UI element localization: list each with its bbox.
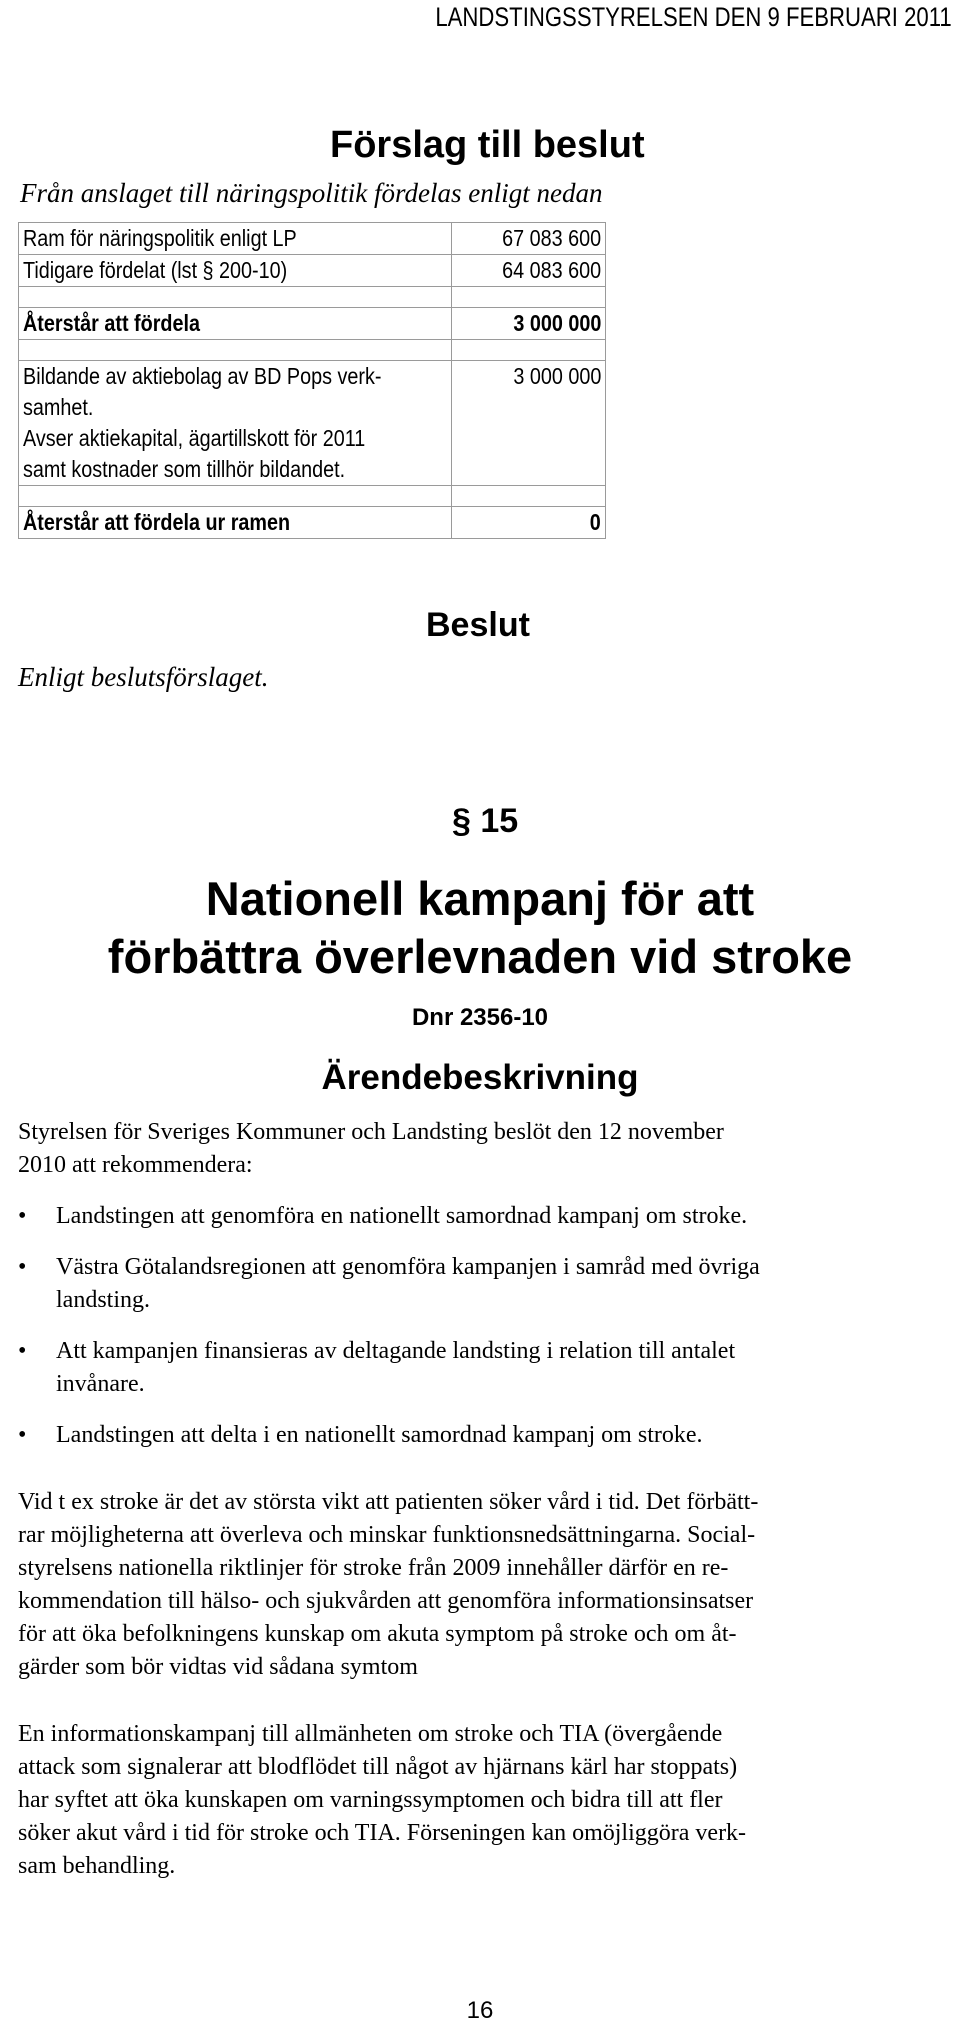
list-item: • Västra Götalandsregionen att genomföra kampanjen i samråd med övriga landsting. bbox=[18, 1251, 918, 1317]
table-row bbox=[19, 507, 606, 539]
table-cell-label: Tidigare fördelat (lst § 200-10) bbox=[23, 257, 288, 283]
table-cell-label: samt kostnader som tillhör bildandet. bbox=[23, 456, 346, 482]
list-item: • Att kampanjen finansieras av deltagande landsting i relation till antalet invånare. bbox=[18, 1335, 918, 1401]
decision-text: Enligt beslutsförslaget. bbox=[18, 662, 269, 692]
paragraph: Styrelsen för Sveriges Kommuner och Landsting beslöt den 12 november 2010 att rekommendera: bbox=[18, 1119, 724, 1178]
proposal-intro: Från anslaget till näringspolitik fördelas enligt nedan bbox=[20, 178, 603, 208]
page-number: 16 bbox=[466, 1997, 494, 2024]
table-cell-label: Avser aktiekapital, ägartillskott för 2011 bbox=[23, 425, 366, 451]
section-title bbox=[0, 870, 960, 986]
paragraph: Vid t ex stroke är det av största vikt att patienten söker vård i tid. Det förbätt- rar möjligheterna att överleva och minskar funktionsnedsättningarna. Social- styrelsens nationella riktlinjer för stroke från 2009 innehåller därför en re- kommendation till hälso- och sjukvården att genomföra informationsinsatser för att öka befolkningens kunskap om akuta symptom på stroke och om åt- gärder som bör vidtas vid sådana symtom bbox=[18, 1489, 759, 1680]
paragraph: En informationskampanj till allmänheten om stroke och TIA (övergående attack som signalerar att blodflödet till något av hjärnans kärl har stoppats) har syftet att öka kunskapen om varningssymptomen och bidra till att fler söker akut vård i tid för stroke och TIA. Förseningen kan omöjliggöra verk- sam behandling. bbox=[18, 1721, 747, 1879]
section-number: § 15 bbox=[452, 802, 519, 840]
bullet-icon: • bbox=[18, 1203, 27, 1229]
table-cell-label: samhet. bbox=[23, 394, 94, 420]
allocation-table bbox=[18, 222, 606, 539]
list-item: • Landstingen att genomföra en nationellt samordnad kampanj om stroke. bbox=[18, 1200, 918, 1233]
section-title-line: Nationell kampanj för att bbox=[205, 872, 755, 925]
table-row bbox=[19, 308, 606, 340]
table-cell-value: 67 083 600 bbox=[501, 225, 601, 251]
table-cell-value: 0 bbox=[589, 509, 601, 535]
case-number: Dnr 2356-10 bbox=[411, 1004, 549, 1031]
table-row-spacer bbox=[19, 340, 606, 361]
table-cell-label: Återstår att fördela ur ramen bbox=[23, 509, 291, 535]
bullet-icon: • bbox=[18, 1254, 27, 1280]
table-cell-label: Ram för näringspolitik enligt LP bbox=[23, 225, 297, 251]
running-header: LANDSTINGSSTYRELSEN DEN 9 FEBRUARI 2011 bbox=[435, 2, 952, 32]
case-description bbox=[18, 1116, 918, 1182]
proposal-heading: Förslag till beslut bbox=[330, 124, 645, 166]
table-cell-label: Bildande av aktiebolag av BD Pops verk- bbox=[23, 363, 382, 389]
decision-heading: Beslut bbox=[426, 606, 530, 644]
bullet-icon: • bbox=[18, 1338, 27, 1364]
table-row bbox=[19, 361, 606, 486]
table-row-spacer bbox=[19, 486, 606, 507]
table-cell-value: 3 000 000 bbox=[512, 310, 601, 336]
table-cell-label: Återstår att fördela bbox=[23, 310, 200, 336]
recommendation-list bbox=[18, 1200, 918, 1470]
list-item: • Landstingen att delta i en nationellt samordnad kampanj om stroke. bbox=[18, 1419, 918, 1452]
table-row-spacer bbox=[19, 287, 606, 308]
table-row bbox=[19, 255, 606, 287]
section-title-line: förbättra överlevnaden vid stroke bbox=[107, 930, 853, 983]
table-row bbox=[19, 223, 606, 255]
description-heading: Ärendebeskrivning bbox=[321, 1058, 639, 1097]
bullet-icon: • bbox=[18, 1422, 27, 1448]
table-cell-value: 64 083 600 bbox=[501, 257, 601, 283]
table-cell-value: 3 000 000 bbox=[512, 363, 601, 389]
